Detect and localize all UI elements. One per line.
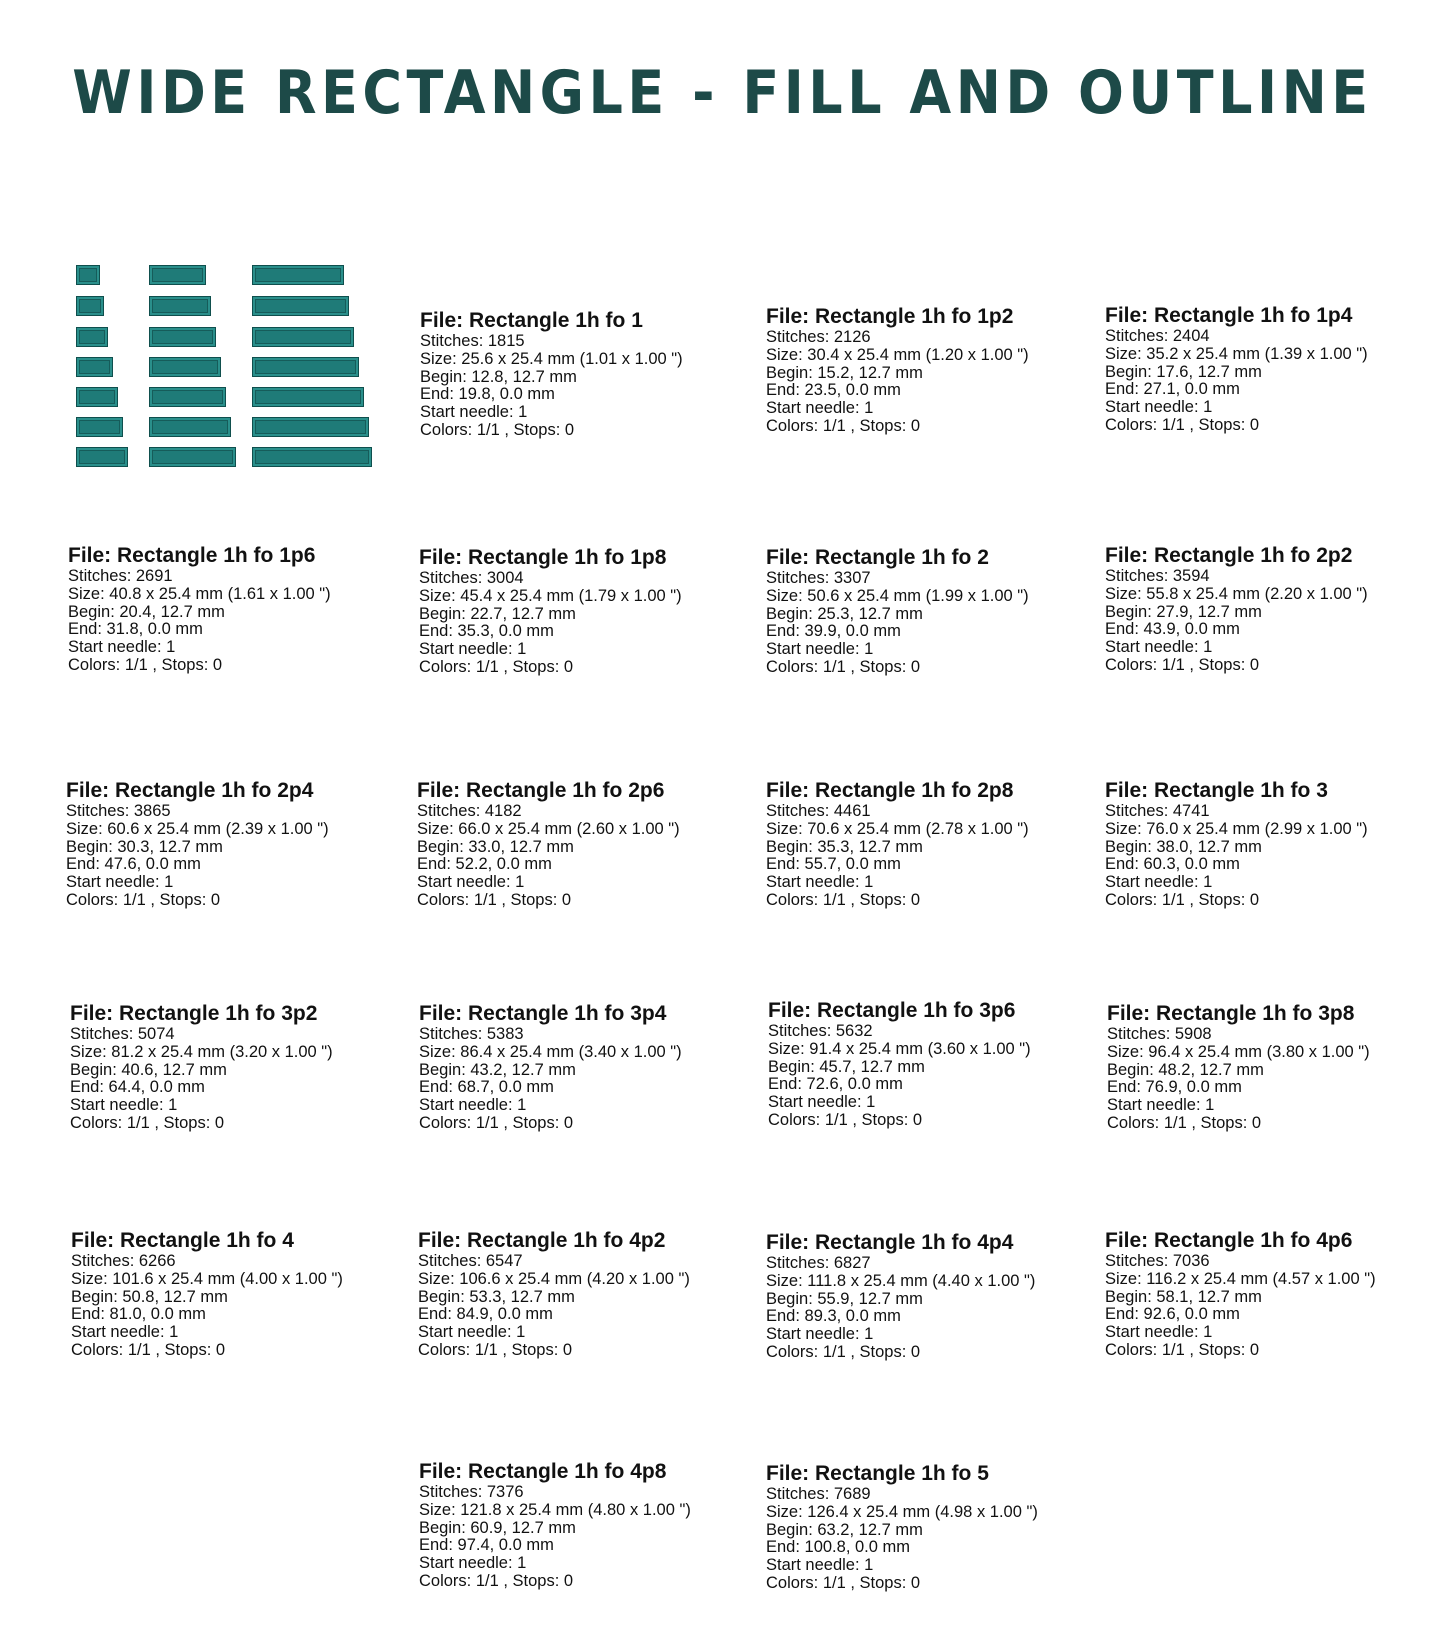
start-needle-text: Start needle: 1: [419, 1554, 527, 1573]
size-text: Size: 106.6 x 25.4 mm (4.20 x 1.00 "): [418, 1269, 690, 1288]
stitches-count: Stitches: 2691: [68, 567, 173, 585]
file-info-card: [1107, 1002, 1437, 1133]
size-text: Size: 121.8 x 25.4 mm (4.80 x 1.00 "): [419, 1500, 691, 1519]
stitches-count: Stitches: 5074: [70, 1025, 175, 1043]
begin-text: Begin: 63.2, 12.7 mm: [766, 1520, 923, 1539]
file-info-card: [70, 1002, 400, 1133]
size-text: Size: 40.8 x 25.4 mm (1.61 x 1.00 "): [68, 584, 331, 603]
start-needle-text: Start needle: 1: [66, 873, 174, 892]
stitches-count: Stitches: 3865: [66, 802, 171, 820]
file-name: File: Rectangle 1h fo 2: [766, 546, 989, 569]
file-info-card: [417, 779, 747, 910]
end-text: End: 68.7, 0.0 mm: [419, 1078, 554, 1097]
start-needle-text: Start needle: 1: [1105, 638, 1213, 657]
file-info-card: [68, 544, 398, 675]
colors-stops-text: Colors: 1/1 , Stops: 0: [766, 657, 921, 676]
file-name: File: Rectangle 1h fo 1p4: [1105, 304, 1353, 327]
end-text: End: 89.3, 0.0 mm: [766, 1307, 901, 1326]
begin-text: Begin: 43.2, 12.7 mm: [419, 1060, 576, 1079]
file-info-card: [1105, 304, 1435, 435]
colors-stops-text: Colors: 1/1 , Stops: 0: [68, 655, 223, 674]
file-info-card: [419, 546, 749, 677]
end-text: End: 27.1, 0.0 mm: [1105, 380, 1240, 399]
colors-stops-text: Colors: 1/1 , Stops: 0: [71, 1340, 226, 1359]
colors-stops-text: Colors: 1/1 , Stops: 0: [70, 1113, 225, 1132]
begin-text: Begin: 27.9, 12.7 mm: [1105, 602, 1262, 621]
file-info-card: [766, 546, 1096, 677]
preview-rect: [149, 265, 206, 285]
end-text: End: 76.9, 0.0 mm: [1107, 1078, 1242, 1097]
preview-rect: [252, 296, 349, 316]
colors-stops-text: Colors: 1/1 , Stops: 0: [1105, 655, 1260, 674]
size-text: Size: 116.2 x 25.4 mm (4.57 x 1.00 "): [1105, 1269, 1376, 1288]
stitches-count: Stitches: 7689: [766, 1485, 871, 1503]
size-text: Size: 96.4 x 25.4 mm (3.80 x 1.00 "): [1107, 1042, 1370, 1061]
begin-text: Begin: 45.7, 12.7 mm: [768, 1057, 925, 1076]
stitches-count: Stitches: 6547: [418, 1252, 523, 1270]
colors-stops-text: Colors: 1/1 , Stops: 0: [417, 890, 572, 909]
end-text: End: 92.6, 0.0 mm: [1105, 1305, 1240, 1324]
file-info-card: [1105, 779, 1435, 910]
size-text: Size: 91.4 x 25.4 mm (3.60 x 1.00 "): [768, 1039, 1031, 1058]
end-text: End: 19.8, 0.0 mm: [420, 385, 555, 404]
colors-stops-text: Colors: 1/1 , Stops: 0: [420, 420, 575, 439]
file-name: File: Rectangle 1h fo 4p8: [419, 1460, 667, 1483]
size-text: Size: 86.4 x 25.4 mm (3.40 x 1.00 "): [419, 1042, 682, 1061]
stitches-count: Stitches: 2126: [766, 328, 871, 346]
preview-rect: [252, 265, 344, 285]
start-needle-text: Start needle: 1: [417, 873, 525, 892]
file-name: File: Rectangle 1h fo 1: [420, 309, 643, 332]
colors-stops-text: Colors: 1/1 , Stops: 0: [766, 416, 921, 435]
end-text: End: 97.4, 0.0 mm: [419, 1536, 554, 1555]
file-info-card: [1105, 544, 1435, 675]
colors-stops-text: Colors: 1/1 , Stops: 0: [1105, 890, 1260, 909]
begin-text: Begin: 55.9, 12.7 mm: [766, 1289, 923, 1308]
file-name: File: Rectangle 1h fo 2p2: [1105, 544, 1353, 567]
file-info-card: [66, 779, 396, 910]
file-info-card: [420, 309, 750, 440]
begin-text: Begin: 20.4, 12.7 mm: [68, 602, 225, 621]
preview-rect: [252, 327, 354, 347]
file-info-card: [1105, 1229, 1435, 1360]
end-text: End: 100.8, 0.0 mm: [766, 1538, 910, 1557]
start-needle-text: Start needle: 1: [766, 1325, 874, 1344]
begin-text: Begin: 53.3, 12.7 mm: [418, 1287, 575, 1306]
page-title: WIDE RECTANGLE - FILL AND OUTLINE: [72, 58, 1373, 128]
size-text: Size: 25.6 x 25.4 mm (1.01 x 1.00 "): [420, 349, 683, 368]
stitches-count: Stitches: 4461: [766, 802, 871, 820]
file-name: File: Rectangle 1h fo 2p4: [66, 779, 314, 802]
start-needle-text: Start needle: 1: [1105, 1323, 1213, 1342]
begin-text: Begin: 58.1, 12.7 mm: [1105, 1287, 1262, 1306]
end-text: End: 72.6, 0.0 mm: [768, 1075, 903, 1094]
colors-stops-text: Colors: 1/1 , Stops: 0: [419, 657, 574, 676]
file-info-card: [766, 1462, 1096, 1593]
stitches-count: Stitches: 5632: [768, 1022, 873, 1040]
preview-rect: [76, 357, 113, 377]
begin-text: Begin: 15.2, 12.7 mm: [766, 363, 923, 382]
begin-text: Begin: 50.8, 12.7 mm: [71, 1287, 228, 1306]
stitches-count: Stitches: 4741: [1105, 802, 1210, 820]
preview-rect: [76, 296, 104, 316]
file-name: File: Rectangle 1h fo 2p6: [417, 779, 665, 802]
file-name: File: Rectangle 1h fo 1p8: [419, 546, 667, 569]
end-text: End: 81.0, 0.0 mm: [71, 1305, 206, 1324]
size-text: Size: 45.4 x 25.4 mm (1.79 x 1.00 "): [419, 586, 682, 605]
size-text: Size: 50.6 x 25.4 mm (1.99 x 1.00 "): [766, 586, 1029, 605]
size-text: Size: 111.8 x 25.4 mm (4.40 x 1.00 "): [766, 1271, 1036, 1290]
end-text: End: 23.5, 0.0 mm: [766, 381, 901, 400]
colors-stops-text: Colors: 1/1 , Stops: 0: [1105, 1340, 1260, 1359]
size-text: Size: 81.2 x 25.4 mm (3.20 x 1.00 "): [70, 1042, 333, 1061]
file-name: File: Rectangle 1h fo 3: [1105, 779, 1328, 802]
file-info-card: [419, 1460, 749, 1591]
rectangle-preview-image: [76, 265, 376, 471]
preview-rect: [76, 387, 118, 407]
begin-text: Begin: 35.3, 12.7 mm: [766, 837, 923, 856]
begin-text: Begin: 22.7, 12.7 mm: [419, 604, 576, 623]
colors-stops-text: Colors: 1/1 , Stops: 0: [766, 1573, 921, 1592]
file-name: File: Rectangle 1h fo 1p2: [766, 305, 1014, 328]
colors-stops-text: Colors: 1/1 , Stops: 0: [419, 1113, 574, 1132]
stitches-count: Stitches: 3004: [419, 569, 524, 587]
start-needle-text: Start needle: 1: [418, 1323, 526, 1342]
start-needle-text: Start needle: 1: [1105, 873, 1213, 892]
stitches-count: Stitches: 6827: [766, 1254, 871, 1272]
preview-rect: [149, 357, 221, 377]
colors-stops-text: Colors: 1/1 , Stops: 0: [1105, 415, 1260, 434]
size-text: Size: 35.2 x 25.4 mm (1.39 x 1.00 "): [1105, 344, 1368, 363]
preview-rect: [149, 417, 231, 437]
start-needle-text: Start needle: 1: [766, 399, 874, 418]
file-info-card: [766, 779, 1096, 910]
begin-text: Begin: 38.0, 12.7 mm: [1105, 837, 1262, 856]
begin-text: Begin: 25.3, 12.7 mm: [766, 604, 923, 623]
begin-text: Begin: 30.3, 12.7 mm: [66, 837, 223, 856]
start-needle-text: Start needle: 1: [419, 1096, 527, 1115]
end-text: End: 60.3, 0.0 mm: [1105, 855, 1240, 874]
file-name: File: Rectangle 1h fo 4p6: [1105, 1229, 1353, 1252]
file-name: File: Rectangle 1h fo 4: [71, 1229, 294, 1252]
start-needle-text: Start needle: 1: [766, 1556, 874, 1575]
file-name: File: Rectangle 1h fo 4p4: [766, 1231, 1014, 1254]
file-name: File: Rectangle 1h fo 5: [766, 1462, 989, 1485]
end-text: End: 43.9, 0.0 mm: [1105, 620, 1240, 639]
file-info-card: [768, 999, 1098, 1130]
begin-text: Begin: 12.8, 12.7 mm: [420, 367, 577, 386]
stitches-count: Stitches: 3594: [1105, 567, 1210, 585]
file-name: File: Rectangle 1h fo 3p8: [1107, 1002, 1355, 1025]
start-needle-text: Start needle: 1: [768, 1093, 876, 1112]
file-name: File: Rectangle 1h fo 1p6: [68, 544, 316, 567]
start-needle-text: Start needle: 1: [419, 640, 527, 659]
begin-text: Begin: 48.2, 12.7 mm: [1107, 1060, 1264, 1079]
file-info-card: [419, 1002, 749, 1133]
file-name: File: Rectangle 1h fo 3p2: [70, 1002, 318, 1025]
size-text: Size: 60.6 x 25.4 mm (2.39 x 1.00 "): [66, 819, 329, 838]
preview-rect: [252, 357, 359, 377]
preview-rect: [149, 447, 236, 467]
begin-text: Begin: 17.6, 12.7 mm: [1105, 362, 1262, 381]
start-needle-text: Start needle: 1: [420, 403, 528, 422]
colors-stops-text: Colors: 1/1 , Stops: 0: [66, 890, 221, 909]
preview-rect: [149, 327, 216, 347]
colors-stops-text: Colors: 1/1 , Stops: 0: [766, 1342, 921, 1361]
end-text: End: 64.4, 0.0 mm: [70, 1078, 205, 1097]
preview-rect: [76, 447, 128, 467]
size-text: Size: 66.0 x 25.4 mm (2.60 x 1.00 "): [417, 819, 680, 838]
start-needle-text: Start needle: 1: [1105, 398, 1213, 417]
end-text: End: 31.8, 0.0 mm: [68, 620, 203, 639]
preview-rect: [76, 417, 123, 437]
end-text: End: 39.9, 0.0 mm: [766, 622, 901, 641]
preview-rect: [76, 327, 108, 347]
preview-rect: [252, 387, 364, 407]
end-text: End: 84.9, 0.0 mm: [418, 1305, 553, 1324]
preview-rect: [149, 387, 226, 407]
colors-stops-text: Colors: 1/1 , Stops: 0: [418, 1340, 573, 1359]
start-needle-text: Start needle: 1: [70, 1096, 178, 1115]
file-name: File: Rectangle 1h fo 3p6: [768, 999, 1016, 1022]
size-text: Size: 76.0 x 25.4 mm (2.99 x 1.00 "): [1105, 819, 1368, 838]
start-needle-text: Start needle: 1: [766, 873, 874, 892]
size-text: Size: 30.4 x 25.4 mm (1.20 x 1.00 "): [766, 345, 1029, 364]
end-text: End: 35.3, 0.0 mm: [419, 622, 554, 641]
colors-stops-text: Colors: 1/1 , Stops: 0: [766, 890, 921, 909]
size-text: Size: 70.6 x 25.4 mm (2.78 x 1.00 "): [766, 819, 1029, 838]
stitches-count: Stitches: 4182: [417, 802, 522, 820]
size-text: Size: 126.4 x 25.4 mm (4.98 x 1.00 "): [766, 1502, 1038, 1521]
start-needle-text: Start needle: 1: [1107, 1096, 1215, 1115]
preview-rect: [252, 447, 372, 467]
colors-stops-text: Colors: 1/1 , Stops: 0: [1107, 1113, 1262, 1132]
stitches-count: Stitches: 3307: [766, 569, 871, 587]
size-text: Size: 55.8 x 25.4 mm (2.20 x 1.00 "): [1105, 584, 1368, 603]
preview-rect: [252, 417, 369, 437]
begin-text: Begin: 33.0, 12.7 mm: [417, 837, 574, 856]
start-needle-text: Start needle: 1: [71, 1323, 179, 1342]
start-needle-text: Start needle: 1: [766, 640, 874, 659]
file-info-card: [766, 1231, 1096, 1362]
colors-stops-text: Colors: 1/1 , Stops: 0: [419, 1571, 574, 1590]
end-text: End: 52.2, 0.0 mm: [417, 855, 552, 874]
end-text: End: 55.7, 0.0 mm: [766, 855, 901, 874]
stitches-count: Stitches: 7036: [1105, 1252, 1210, 1270]
stitches-count: Stitches: 6266: [71, 1252, 176, 1270]
file-info-card: [418, 1229, 748, 1360]
file-info-card: [766, 305, 1096, 436]
preview-rect: [76, 265, 100, 285]
colors-stops-text: Colors: 1/1 , Stops: 0: [768, 1110, 923, 1129]
file-info-card: [71, 1229, 401, 1360]
stitches-count: Stitches: 5908: [1107, 1025, 1212, 1043]
start-needle-text: Start needle: 1: [68, 638, 176, 657]
file-name: File: Rectangle 1h fo 3p4: [419, 1002, 667, 1025]
size-text: Size: 101.6 x 25.4 mm (4.00 x 1.00 "): [71, 1269, 343, 1288]
stitches-count: Stitches: 2404: [1105, 327, 1210, 345]
begin-text: Begin: 60.9, 12.7 mm: [419, 1518, 576, 1537]
stitches-count: Stitches: 5383: [419, 1025, 524, 1043]
end-text: End: 47.6, 0.0 mm: [66, 855, 201, 874]
file-name: File: Rectangle 1h fo 4p2: [418, 1229, 666, 1252]
file-name: File: Rectangle 1h fo 2p8: [766, 779, 1014, 802]
stitches-count: Stitches: 1815: [420, 332, 525, 350]
preview-rect: [149, 296, 211, 316]
begin-text: Begin: 40.6, 12.7 mm: [70, 1060, 227, 1079]
stitches-count: Stitches: 7376: [419, 1483, 524, 1501]
